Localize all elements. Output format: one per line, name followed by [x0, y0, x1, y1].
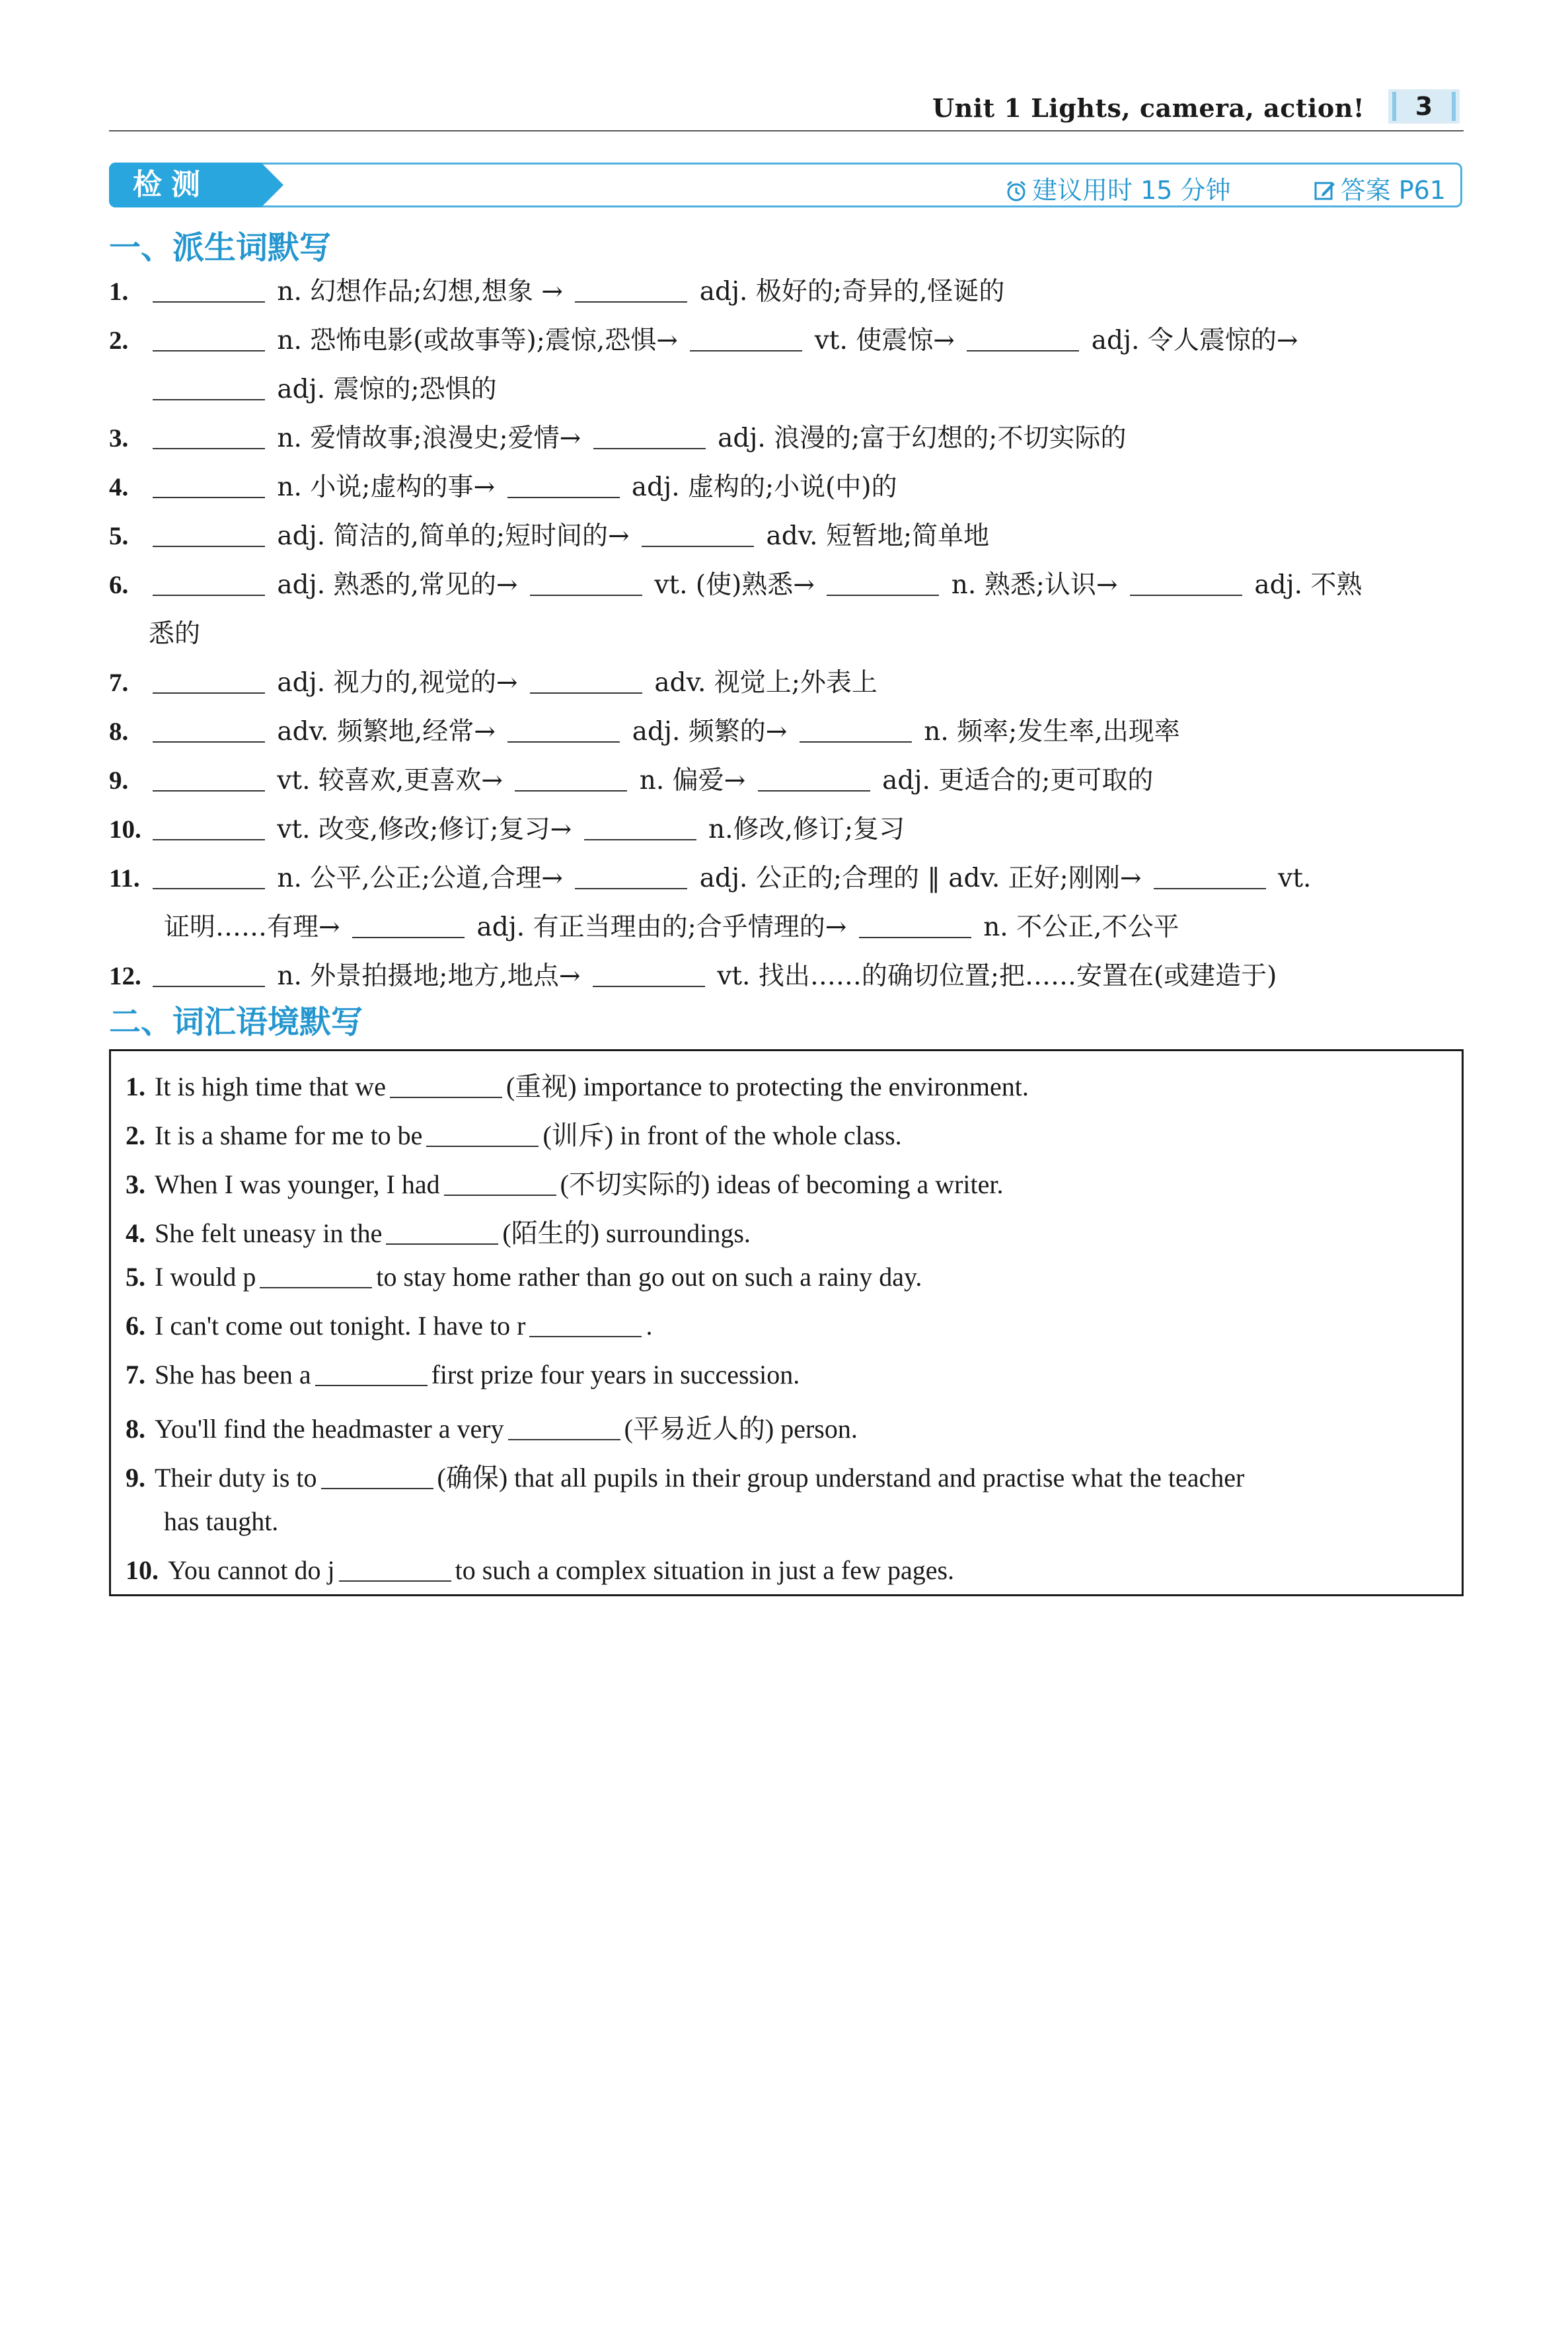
- definition-text: adj. 公正的;合理的 ‖ adv. 正好;刚刚→: [691, 864, 1150, 893]
- item-number: 5.: [109, 522, 129, 550]
- sentence-after: (陌生的) surroundings.: [502, 1218, 751, 1248]
- sentence-before: You'll find the headmaster a very: [155, 1414, 504, 1444]
- derivation-item-continued: [149, 613, 1503, 650]
- definition-text: n. 小说;虚构的事→: [269, 472, 504, 502]
- derivation-item: [109, 955, 1464, 992]
- derivation-item: [109, 515, 1464, 552]
- definition-text: 悉的: [149, 619, 201, 649]
- answer-blank[interactable]: [515, 769, 627, 792]
- answer-blank[interactable]: [260, 1266, 372, 1288]
- answer-blank[interactable]: [153, 867, 265, 889]
- derivation-item: [109, 858, 1464, 895]
- sentence-before: She has been a: [155, 1360, 311, 1389]
- context-item: [126, 1408, 858, 1446]
- answer-blank[interactable]: [315, 1364, 428, 1386]
- answer-reference: [1313, 170, 1446, 209]
- derivation-item: [109, 662, 1464, 699]
- answer-blank[interactable]: [153, 427, 265, 449]
- answer-blank[interactable]: [153, 769, 265, 792]
- definition-text: adv. 频繁地,经常→: [269, 717, 504, 747]
- answer-blank[interactable]: [530, 671, 642, 694]
- definition-text: 证明……有理→: [164, 912, 349, 942]
- sentence-before: I would p: [155, 1262, 256, 1292]
- answer-blank[interactable]: [967, 329, 1079, 351]
- item-number: 2.: [109, 326, 129, 355]
- definition-text: adj. 震惊的;恐惧的: [269, 375, 497, 404]
- definition-text: adj. 简洁的,简单的;短时间的→: [269, 521, 638, 551]
- definition-text: adj. 熟悉的,常见的→: [269, 570, 526, 600]
- answer-blank[interactable]: [339, 1559, 451, 1582]
- item-number: 2.: [126, 1121, 145, 1150]
- derivation-item: [109, 564, 1464, 601]
- context-item-continued: [164, 1506, 278, 1537]
- answer-blank[interactable]: [507, 476, 620, 498]
- definition-text: adj. 虚构的;小说(中)的: [623, 472, 897, 502]
- answer-blank[interactable]: [153, 378, 265, 400]
- answer-blank[interactable]: [690, 329, 802, 351]
- alarm-clock-icon: [1004, 179, 1028, 209]
- answer-blank[interactable]: [827, 573, 939, 596]
- sentence-before: It is high time that we: [155, 1072, 386, 1101]
- context-item: [126, 1457, 1244, 1495]
- item-number: 10.: [109, 815, 141, 844]
- item-number: 9.: [109, 766, 129, 795]
- sentence-after: .: [646, 1311, 653, 1341]
- sentence-continued: has taught.: [164, 1506, 279, 1536]
- context-item: [126, 1115, 902, 1152]
- derivation-item-continued: [149, 369, 1503, 406]
- sentence-after: first prize four years in succession.: [431, 1360, 800, 1389]
- sentence-after: to such a complex situation in just a few pages.: [455, 1555, 955, 1585]
- item-number: 8.: [126, 1414, 145, 1444]
- context-item: [126, 1261, 922, 1292]
- answer-blank[interactable]: [153, 525, 265, 547]
- sentence-before: I can't come out tonight. I have to r: [155, 1311, 526, 1341]
- item-number: 4.: [109, 473, 129, 501]
- item-number: 7.: [109, 669, 129, 697]
- section2-title: 二、词汇语境默写: [109, 1004, 363, 1041]
- definition-text: n. 频率;发生率,出现率: [915, 717, 1180, 747]
- definition-text: adj. 不熟: [1246, 570, 1363, 600]
- item-number: 6.: [126, 1311, 145, 1341]
- item-number: 1.: [126, 1072, 145, 1101]
- derivation-item: [109, 711, 1464, 748]
- answer-blank[interactable]: [530, 573, 642, 596]
- sentence-before: You cannot do j: [168, 1555, 335, 1585]
- sentence-before: When I was younger, I had: [155, 1169, 440, 1199]
- answer-blank[interactable]: [1154, 867, 1266, 889]
- answer-blank[interactable]: [153, 280, 265, 303]
- answer-blank[interactable]: [426, 1125, 539, 1147]
- definition-text: n. 爱情故事;浪漫史;爱情→: [269, 424, 589, 453]
- sentence-after: (平易近人的) person.: [624, 1414, 858, 1444]
- item-number: 9.: [126, 1463, 145, 1493]
- answer-blank[interactable]: [153, 818, 265, 840]
- answer-blank[interactable]: [584, 818, 696, 840]
- answer-blank[interactable]: [800, 720, 912, 743]
- derivation-item: [109, 320, 1464, 357]
- sentence-before: She felt uneasy in the: [155, 1218, 383, 1248]
- item-number: 10.: [126, 1555, 159, 1585]
- derivation-item: [109, 466, 1464, 503]
- definition-text: vt.: [1269, 864, 1312, 893]
- sentence-after: (不切实际的) ideas of becoming a writer.: [560, 1169, 1004, 1199]
- definition-text: n. 恐怖电影(或故事等);震惊,恐惧→: [269, 326, 687, 355]
- answer-blank[interactable]: [444, 1173, 556, 1196]
- answer-blank[interactable]: [1130, 573, 1242, 596]
- answer-blank[interactable]: [352, 916, 465, 938]
- item-number: 3.: [126, 1169, 145, 1199]
- answer-blank[interactable]: [758, 769, 870, 792]
- definition-text: n. 幻想作品;幻想,想象 →: [269, 277, 572, 307]
- definition-text: n. 偏爱→: [631, 766, 754, 795]
- sentence-after: (确保) that all pupils in their group understand and practise what the teacher: [437, 1463, 1245, 1493]
- context-item: [126, 1066, 1029, 1103]
- definition-text: adv. 短暂地;简单地: [758, 521, 990, 551]
- derivation-item: [109, 809, 1464, 846]
- edit-icon: [1313, 179, 1337, 209]
- definition-text: vt. 较喜欢,更喜欢→: [269, 766, 511, 795]
- definition-text: adj. 有正当理由的;合乎情理的→: [468, 912, 855, 942]
- answer-blank[interactable]: [153, 573, 265, 596]
- context-exercise-box: [109, 1049, 1464, 1596]
- page-header: [109, 89, 1464, 131]
- answer-blank[interactable]: [508, 1418, 620, 1440]
- definition-text: vt. (使)熟悉→: [646, 570, 823, 600]
- answer-blank[interactable]: [507, 720, 620, 743]
- item-number: 6.: [109, 571, 129, 599]
- answer-blank[interactable]: [859, 916, 971, 938]
- definition-text: n. 不公正,不公平: [975, 912, 1179, 942]
- answer-blank[interactable]: [642, 525, 754, 547]
- definition-text: vt. 改变,修改;修订;复习→: [269, 815, 580, 844]
- context-item: [126, 1555, 954, 1586]
- banner-tab-label: 检测: [109, 163, 261, 207]
- answer-blank[interactable]: [153, 329, 265, 351]
- answer-text: 答案 P61: [1340, 176, 1446, 205]
- answer-blank[interactable]: [386, 1222, 498, 1245]
- answer-blank[interactable]: [321, 1467, 433, 1489]
- definition-text: vt. 使震惊→: [806, 326, 963, 355]
- section1-title: 一、派生词默写: [109, 229, 332, 266]
- suggested-time-text: 建议用时 15 分钟: [1032, 176, 1231, 205]
- answer-blank[interactable]: [153, 720, 265, 743]
- definition-text: n. 公平,公正;公道,合理→: [269, 864, 572, 893]
- answer-blank[interactable]: [153, 965, 265, 987]
- sentence-after: to stay home rather than go out on such a rainy day.: [376, 1262, 922, 1292]
- derivation-item: [109, 760, 1464, 797]
- item-number: 3.: [109, 424, 129, 453]
- definition-text: n. 外景拍摄地;地方,地点→: [269, 961, 589, 991]
- definition-text: adj. 令人震惊的→: [1083, 326, 1298, 355]
- definition-text: n.修改,修订;复习: [700, 815, 905, 844]
- definition-text: adv. 视觉上;外表上: [646, 668, 877, 698]
- answer-blank[interactable]: [390, 1076, 502, 1098]
- answer-blank[interactable]: [153, 671, 265, 694]
- context-item: [126, 1359, 800, 1390]
- sentence-after: (重视) importance to protecting the environment.: [505, 1072, 1029, 1101]
- derivation-item: [109, 418, 1464, 455]
- definition-text: n. 熟悉;认识→: [943, 570, 1126, 600]
- context-item: [126, 1212, 751, 1250]
- sentence-before: It is a shame for me to be: [155, 1121, 423, 1150]
- item-number: 12.: [109, 962, 141, 990]
- sentence-after: (训斥) in front of the whole class.: [542, 1121, 902, 1150]
- context-item: [126, 1163, 1004, 1201]
- answer-blank[interactable]: [593, 427, 706, 449]
- answer-blank[interactable]: [575, 280, 687, 303]
- context-item: [126, 1310, 652, 1341]
- definition-text: adj. 视力的,视觉的→: [269, 668, 526, 698]
- definition-text: adj. 频繁的→: [624, 717, 796, 747]
- test-banner: [109, 163, 1462, 207]
- answer-blank[interactable]: [593, 965, 705, 987]
- answer-blank[interactable]: [529, 1315, 642, 1337]
- item-number: 7.: [126, 1360, 145, 1389]
- answer-blank[interactable]: [575, 867, 687, 889]
- item-number: 8.: [109, 718, 129, 746]
- item-number: 4.: [126, 1218, 145, 1248]
- definition-text: adj. 更适合的;更可取的: [874, 766, 1154, 795]
- unit-title: Unit 1 Lights, camera, action!: [932, 93, 1364, 123]
- item-number: 1.: [109, 277, 129, 306]
- page-number: 3: [1388, 89, 1460, 124]
- item-number: 11.: [109, 864, 140, 893]
- definition-text: adj. 浪漫的;富于幻想的;不切实际的: [709, 424, 1127, 453]
- item-number: 5.: [126, 1262, 145, 1292]
- derivation-item: [109, 271, 1464, 308]
- sentence-before: Their duty is to: [155, 1463, 317, 1493]
- suggested-time: [1004, 170, 1231, 209]
- definition-text: vt. 找出……的确切位置;把……安置在(或建造于): [708, 961, 1277, 991]
- answer-blank[interactable]: [153, 476, 265, 498]
- definition-text: adj. 极好的;奇异的,怪诞的: [691, 277, 1005, 307]
- derivation-item-continued: [164, 906, 1518, 943]
